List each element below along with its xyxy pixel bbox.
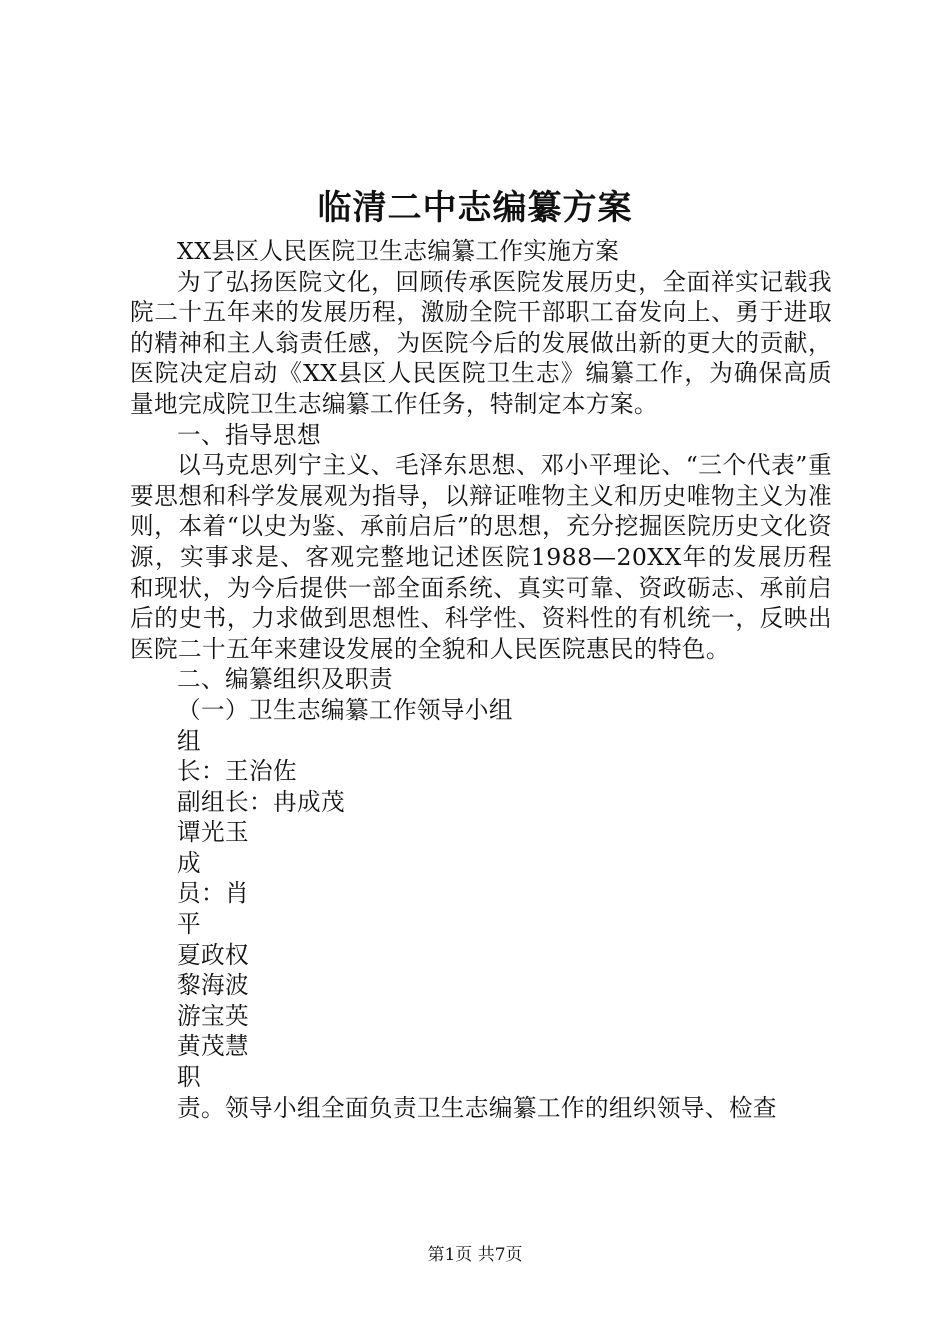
document-title: 临清二中志编纂方案	[317, 188, 633, 228]
member-line: 副组长：冉成茂	[177, 787, 345, 816]
section-heading-organization: 二、编纂组织及职责	[177, 665, 393, 694]
member-line: 长：王治佐	[177, 757, 297, 786]
page-footer: 第1页 共7页	[427, 1245, 523, 1265]
member-line: 谭光玉	[177, 818, 249, 847]
document-subtitle: XX县区人民医院卫生志编纂工作实施方案	[177, 237, 620, 265]
intro-paragraph: 为了弘扬医院文化，回顾传承医院发展历史，全面祥实记载我院二十五年来的发展历程，激励全院干部职工奋发向上、勇于进取的精神和主人翁责任感，为医院今后的发展做出新的更大的贡献，医院决定启动《XX县区人民医院卫生志》编纂工作，为确保高质量地完成院卫生志编纂工作任务，特制定本方案。	[130, 267, 832, 418]
member-line: 夏政权	[177, 940, 249, 969]
member-line: 平	[177, 910, 201, 939]
member-line: 员：肖	[177, 879, 249, 908]
section-heading-guiding-thought: 一、指导思想	[177, 420, 321, 449]
member-line: 成	[177, 848, 201, 877]
member-line: 黄茂慧	[177, 1032, 249, 1061]
member-line: 组	[177, 726, 201, 755]
member-line: 黎海波	[177, 971, 249, 1000]
guiding-thought-paragraph: 以马克思列宁主义、毛泽东思想、邓小平理论、“三个代表”重要思想和科学发展观为指导，以辩证唯物主义和历史唯物主义为准则，本着“以史为鉴、承前启后”的思想，充分挖掘医院历史文化资源，实事求是、客观完整地记述医院1988—20XX年的发展历程和现状，为今后提供一部全面系统、真实可靠、资政砺志、承前启后的史书，力求做到思想性、科学性、资料性的有机统一，反映出医院二十五年来建设发展的全貌和人民医院惠民的特色。	[130, 451, 832, 663]
document-body	[130, 236, 832, 1123]
member-line: 游宝英	[177, 1001, 249, 1030]
member-line: 职	[177, 1063, 201, 1092]
subsection-heading-leading-group: （一）卫生志编纂工作领导小组	[177, 695, 513, 724]
responsibility-line: 责。领导小组全面负责卫生志编纂工作的组织领导、检查	[177, 1093, 777, 1122]
